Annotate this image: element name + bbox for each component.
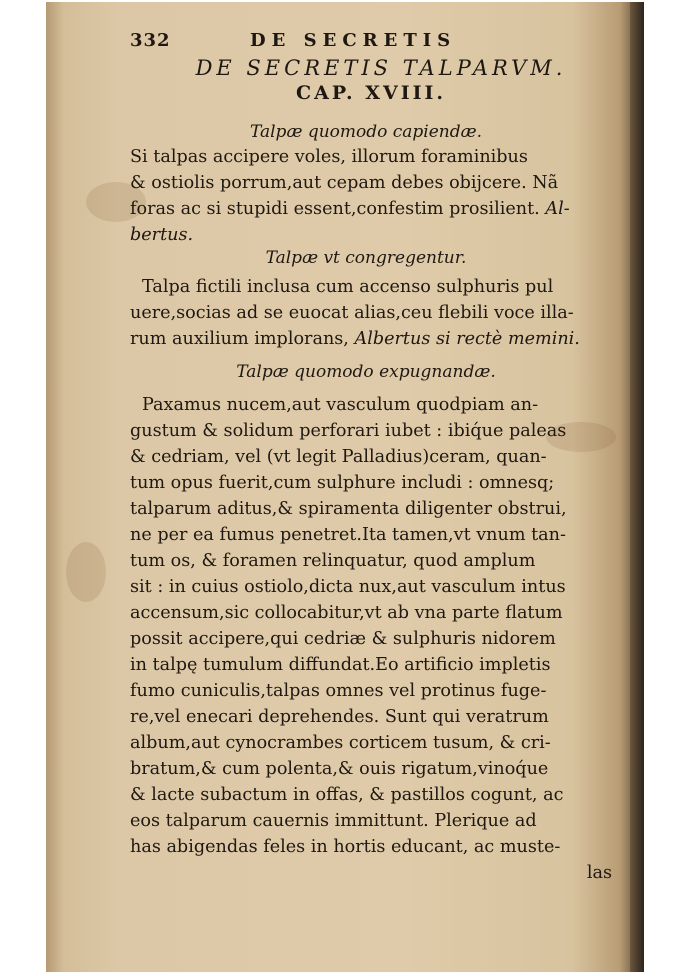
section-heading: Talpæ quomodo expugnandæ. — [236, 362, 496, 382]
text-line: album,aut cynocrambes corticem tusum, & cri- — [130, 733, 551, 753]
text-line: Talpa fictili inclusa cum accenso sulphuris pul — [142, 277, 554, 297]
text-line: re,vel enecari deprehendes. Sunt qui veratrum — [130, 707, 549, 727]
text-line: tum os, & foramen relinquatur, quod amplum — [130, 551, 536, 571]
paper-stain — [66, 542, 106, 602]
text-line: Paxamus nucem,aut vasculum quodpiam an- — [142, 395, 539, 415]
page-number: 332 — [130, 30, 171, 51]
chapter-number: CAP. XVIII. — [296, 82, 446, 104]
page-text — [130, 30, 642, 886]
text-line-body: foras ac si stupidi essent,confestim prosilient. — [130, 199, 540, 219]
text-line: gustum & solidum perforari iubet : ibiq́ue paleas — [130, 421, 567, 441]
text-line: Si talpas accipere voles, illorum foraminibus — [130, 147, 528, 167]
text-line-body: rum auxilium implorans, — [130, 329, 349, 349]
text-line: & cedriam, vel (vt legit Palladius)ceram, quan- — [130, 447, 547, 467]
text-line: in talpę tumulum diffundat.Eo artificio impletis — [130, 655, 551, 675]
text-line: uere,socias ad se euocat alias,ceu flebili voce illa- — [130, 303, 574, 323]
author-citation: Albertus si rectè memini. — [354, 329, 580, 349]
text-line: accensum,sic collocabitur,vt ab vna parte flatum — [130, 603, 563, 623]
running-title: DE SECRETIS — [250, 30, 457, 51]
text-line: tum opus fuerit,cum sulphure includi : omnesq; — [130, 473, 555, 493]
text-line: & lacte subactum in offas, & pastillos cogunt, ac — [130, 785, 564, 805]
text-line — [130, 196, 642, 222]
text-line: has abigendas feles in hortis educant, ac muste- — [130, 837, 561, 857]
text-line: possit accipere,qui cedriæ & sulphuris nidorem — [130, 629, 556, 649]
chapter-title: DE SECRETIS TALPARVM. — [195, 56, 567, 80]
text-line — [130, 326, 642, 352]
catchword: las — [586, 863, 612, 883]
author-citation: Al- — [545, 199, 570, 219]
author-citation: bertus. — [130, 225, 194, 245]
text-line: eos talparum cauernis immittunt. Plerique ad — [130, 811, 537, 831]
text-line: fumo cuniculis,talpas omnes vel protinus fuge- — [130, 681, 547, 701]
text-line: & ostiolis porrum,aut cepam debes obijcere. Nã — [130, 173, 559, 193]
section-heading: Talpæ vt congregentur. — [265, 248, 467, 268]
text-line: talparum aditus,& spiramenta diligenter obstrui, — [130, 499, 567, 519]
running-head — [130, 30, 642, 56]
text-line: bratum,& cum polenta,& ouis rigatum,vinoq́ue — [130, 759, 549, 779]
text-line: sit : in cuius ostiolo,dicta nux,aut vasculum intus — [130, 577, 566, 597]
section-heading: Talpæ quomodo capiendæ. — [249, 122, 483, 142]
text-line: ne per ea fumus penetret.Ita tamen,vt vnum tan- — [130, 525, 566, 545]
book-page — [46, 2, 644, 972]
